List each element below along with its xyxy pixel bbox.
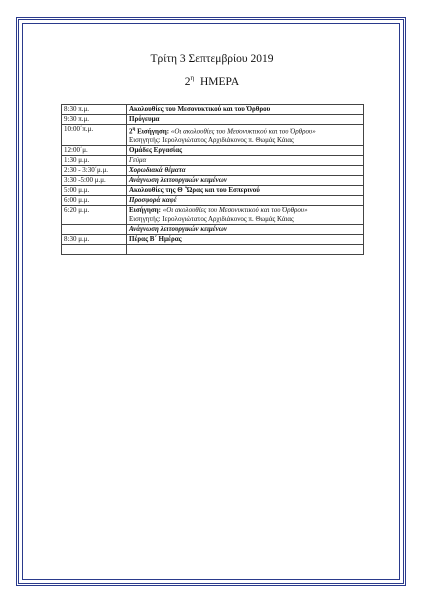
lecture-quote: «Οι ακολουθίες του Μεσονυκτικού και του Όρθρου» — [162, 206, 308, 215]
table-row — [62, 166, 364, 176]
table-row — [62, 105, 364, 115]
activity-cell: Προσφορά καφέ — [127, 196, 364, 206]
table-row — [62, 176, 364, 186]
activity-cell: Ακολουθίες της Θ ΄Ώρας και του Εσπερινού — [127, 186, 364, 196]
activity-cell — [127, 245, 364, 255]
activity-cell: Πέρας Β΄ Ημέρας — [127, 235, 364, 245]
lecture-title — [129, 125, 361, 136]
time-cell: 10:00΄π.μ. — [62, 125, 127, 146]
activity-cell: Πρόγευμα — [127, 115, 364, 125]
lecture-speaker: Εισηγητής: Ιερολογιώτατος Αρχιδιάκονος π. Θωμάς Κάιας — [129, 215, 294, 224]
time-cell — [62, 245, 127, 255]
table-row — [62, 146, 364, 156]
table-row — [62, 196, 364, 206]
activity-cell: Γεύμα — [127, 156, 364, 166]
table-row — [62, 186, 364, 196]
activity-cell — [127, 206, 364, 225]
time-cell: 6:00 μ.μ. — [62, 196, 127, 206]
lecture-speaker: Εισηγητής: Ιερολογιώτατος Αρχιδιάκονος π. Θωμάς Κάιας — [129, 136, 294, 145]
time-cell: 6:20 μ.μ. — [62, 206, 127, 225]
time-cell: 3:30 -5:00 μ.μ. — [62, 176, 127, 186]
lecture-quote: «Οι ακολουθίες του Μεσονυκτικού και του Όρθρου» — [170, 127, 316, 136]
page-title: Τρίτη 3 Σεπτεμβρίου 2019 — [150, 53, 274, 65]
time-cell: 12:00΄μ. — [62, 146, 127, 156]
table-row — [62, 206, 364, 225]
lecture-number-suffix: η — [132, 127, 136, 132]
activity-cell: Ομάδες Εργασίας — [127, 146, 364, 156]
lecture-title — [129, 206, 361, 215]
schedule-table — [61, 104, 364, 255]
activity-cell: Ανάγνωση λειτουργικών κειμένων — [127, 225, 364, 235]
time-cell: 2:30 - 3:30΄μ.μ. — [62, 166, 127, 176]
time-cell — [62, 225, 127, 235]
day-number-suffix: η — [190, 74, 195, 82]
day-word: ΗΜΕΡΑ — [199, 75, 240, 88]
table-row — [62, 235, 364, 245]
time-cell: 1:30 μ.μ. — [62, 156, 127, 166]
activity-cell: Χορωδιακά θέματα — [127, 166, 364, 176]
table-row — [62, 156, 364, 166]
time-cell: 8:30 μ.μ. — [62, 235, 127, 245]
activity-cell: Ακολουθίες του Μεσονυκτικού και του Όρθρου — [127, 105, 364, 115]
lecture-label: Εισήγηση: — [137, 127, 170, 136]
time-cell: 5:00 μ.μ. — [62, 186, 127, 196]
table-row — [62, 115, 364, 125]
time-cell: 8:30 π.μ. — [62, 105, 127, 115]
activity-cell — [127, 125, 364, 146]
lecture-number: 2 — [129, 127, 133, 136]
table-row — [62, 125, 364, 146]
table-row — [62, 225, 364, 235]
lecture-label: Εισήγηση: — [129, 206, 161, 215]
time-cell: 9:30 π.μ. — [62, 115, 127, 125]
day-number: 2 — [184, 75, 191, 88]
day-heading — [0, 74, 424, 88]
activity-cell: Ανάγνωση λειτουργικών κειμένων — [127, 176, 364, 186]
table-row — [62, 245, 364, 255]
